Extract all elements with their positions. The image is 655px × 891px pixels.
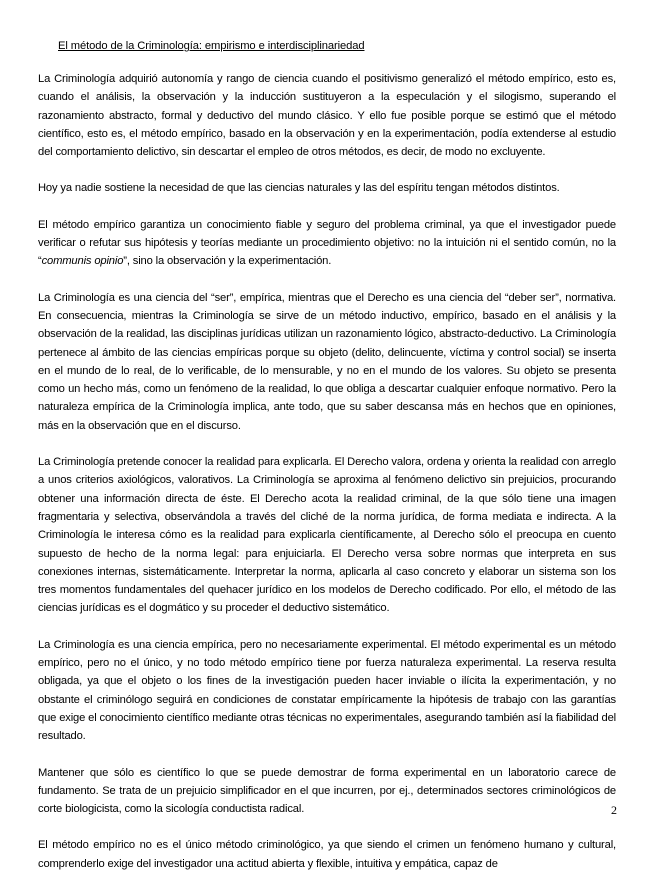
paragraph-empirical-method-end: ”, sino la observación y la experimentación. [123,255,332,268]
communis-opinio-phrase: communis opinio [41,255,124,268]
paragraph-reality: La Criminología pretende conocer la realidad para explicarla. El Derecho valora, ordena y orienta la realidad con arreglo a unos criterios axiológicos, valorativos. La Criminología se aproxima al fenómeno delictivo sin prejuicios, procurando obtener una información directa de éste. El Derecho acota la realidad criminal, de la que sólo tiene una imagen fragmentaria y selectiva, observándola a través del cliché de la norma jurídica, de forma mediata e indirecta. A la Criminología le interesa cómo es la realidad para explicarla científicamente, al Derecho sólo el preocupa en cuento supuesto de hecho de la norma legal: para enjuiciarla. El Derecho versa sobre normas que interpreta en sus conexiones internas, sistemáticamente. Interpretar la norma, aplicarla al caso concreto y elaborar un sistema son los tres momentos fundamentales del quehacer jurídico en los modelos de Derecho codificado. Por ello, el método de las ciencias jurídicas es el dogmático y su proceder el deductivo sistemático. [38,456,616,615]
paragraph-methods: Hoy ya nadie sostiene la necesidad de que las ciencias naturales y las del espíritu tengan métodos distintos. [38,182,560,195]
document-title: El método de la Criminología: empirismo e interdisciplinariedad [58,40,365,52]
page-number: 2 [611,803,617,817]
paragraph-ser-deber-ser: La Criminología es una ciencia del “ser”, empírica, mientras que el Derecho es una ciencia del “deber ser”, normativa. En consecuencia, mientras la Criminología se sirve de un método inductivo, empírico, basado en el análisis y la observación de la realidad, las disciplinas jurídicas utilizan un razonamiento lógico, abstracto-deductivo. La Criminología pertenece al ámbito de las ciencias empíricas porque su objeto (delito, delincuente, víctima y control social) se inserta en el mundo de lo real, de lo verificable, de lo mensurable, y no en el mundo de los valores. Su objeto se presenta como un hecho más, como un fenómeno de la realidad, lo que obliga a descartar cualquier enfoque normativo. Pero la naturaleza empírica de la Criminología implica, ante todo, que su saber descansa más en hechos que en opiniones, más en la observación que en el discurso. [38,291,616,432]
document-body [38,70,616,891]
paragraph-laboratory: Mantener que sólo es científico lo que se puede demostrar de forma experimental en un laboratorio carece de fundamento. Se trata de un prejuicio simplificador en el que incurren, por ej., determinados sectores criminológicos de corte biologicista, como la sicología conductista radical. [38,766,616,816]
paragraph-empirical-method [38,216,616,271]
paragraph-positivism: La Criminología adquirió autonomía y rango de ciencia cuando el positivismo generalizó el método empírico, esto es, cuando el análisis, la observación y la inducción sustituyeron a la especulación y el silogismo, superando el razonamiento abstracto, formal y deductivo del mundo clásico. Y ello fue posible porque se estimó que el método científico, esto es, el método empírico, basado en la observación y en la experimentación, podía extenderse al estudio del comportamiento delictivo, sin descartar el empleo de otros métodos, es decir, de modo no excluyente. [38,73,616,159]
paragraph-empirical-not-unique: El método empírico no es el único método criminológico, ya que siendo el crimen un fenómeno humano y cultural, comprenderlo exige del investigador una actitud abierta y flexible, intuitiva y empática, capaz de [38,839,616,870]
paragraph-empirical-method-start: El método empírico garantiza un conocimiento fiable y seguro del problema criminal, ya que el investigador puede verificar o refutar sus hipótesis y teorías mediante un procedimiento objetivo: no la intuición ni el sentido común, no la “ [38,218,616,268]
paragraph-experimental: La Criminología es una ciencia empírica, pero no necesariamente experimental. El método experimental es un método empírico, pero no el único, y no todo método empírico tiene por fuerza naturaleza experimental. La reserva resulta obligada, ya que el objeto o los fines de la investigación pueden hacer inviable o ilícita la experimentación, y no obstante el criminólogo seguirá en condiciones de constatar empíricamente la hipótesis de trabajo con las garantías que exige el conocimiento científico mediante otras técnicas no experimentales, asegurando también así la fiabilidad del resultado. [38,638,616,743]
